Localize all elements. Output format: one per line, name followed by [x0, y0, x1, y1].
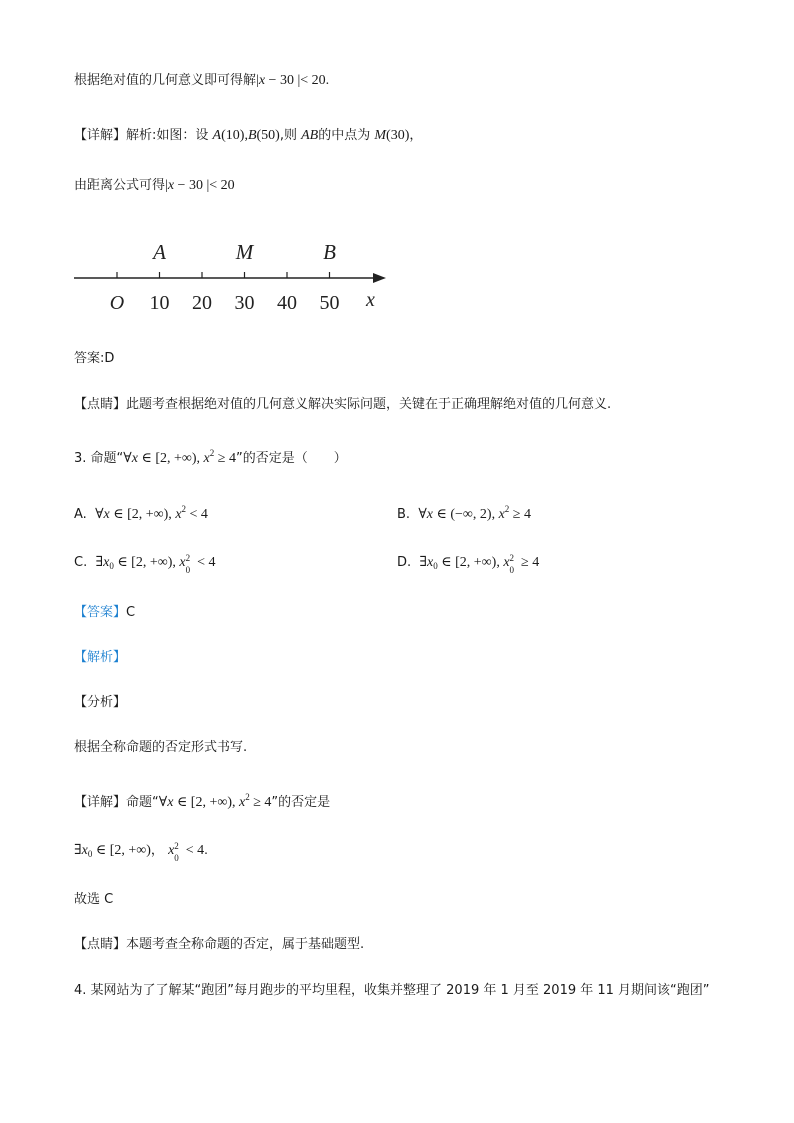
tick-label: O — [109, 292, 125, 314]
q3-method-line: 根据全称命题的否定形式书写. — [74, 740, 248, 755]
q3-analysis-tag: 【解析】 — [74, 650, 127, 665]
option-c: C. $\exists x_0$ ∈ [2, +∞), x 2 0 < 4 — [74, 553, 216, 575]
option-b: B. ∀x ∈ (−∞, 2), $x^2 \ge 4$ — [397, 504, 531, 522]
point-label-a: A — [153, 240, 166, 264]
tick-label: 20 — [192, 292, 212, 314]
point-label-m: M — [235, 240, 254, 264]
q3-answer-line: 【答案】C — [74, 605, 136, 620]
question-3: 3. 命题“∀x ∈ [2, +∞), $x^2 \ge 4$”的否定是（ ） — [74, 448, 347, 466]
tick-label: 50 — [319, 292, 340, 314]
distance-line: 由距离公式可得|x − 30 |< 20 — [74, 178, 235, 193]
tick-label: 10 — [149, 292, 170, 314]
axis-label-x: x — [366, 289, 375, 311]
detail-line: 【详解】解析:如图：设 A(10),B(50),则 AB的中点为 M(30)， — [74, 128, 423, 143]
question-4: 4. 某网站为了了解某“跑团”每月跑步的平均里程，收集并整理了 2019 年 1 月至 2019 年 11 月期间该“跑团” — [74, 983, 710, 998]
q3-choose-line: 故选 C — [74, 892, 114, 907]
comment-line-2: 【点睛】本题考查全称命题的否定，属于基础题型. — [74, 937, 365, 952]
tick-label: 40 — [277, 292, 297, 314]
axis-arrow-icon — [373, 273, 386, 283]
point-label-b: B — [323, 240, 336, 264]
comment-line-1: 【点睛】此题考查根据绝对值的几何意义解决实际问题，关键在于正确理解绝对值的几何意义. — [74, 397, 612, 412]
answer-line: 答案:D — [74, 351, 115, 366]
q3-result-line: $\exists x_0$ ∈ [2, +∞)， x 2 0 < 4. — [74, 841, 208, 863]
option-a: A. ∀x ∈ [2, +∞), $x^2 < 4$ — [74, 504, 208, 522]
intro-line: 根据绝对值的几何意义即可得解|x − 30 |< 20. — [74, 73, 330, 88]
q3-fenxi-tag: 【分析】 — [74, 695, 127, 710]
tick-label: 30 — [234, 292, 255, 314]
number-line-figure — [70, 234, 400, 318]
option-d: D. $\exists x_0$ ∈ [2, +∞), x 2 0 ≥ 4 — [397, 553, 540, 575]
q3-detail-line: 【详解】命题“∀x ∈ [2, +∞), $x^2 \ge 4$”的否定是 — [74, 792, 331, 810]
